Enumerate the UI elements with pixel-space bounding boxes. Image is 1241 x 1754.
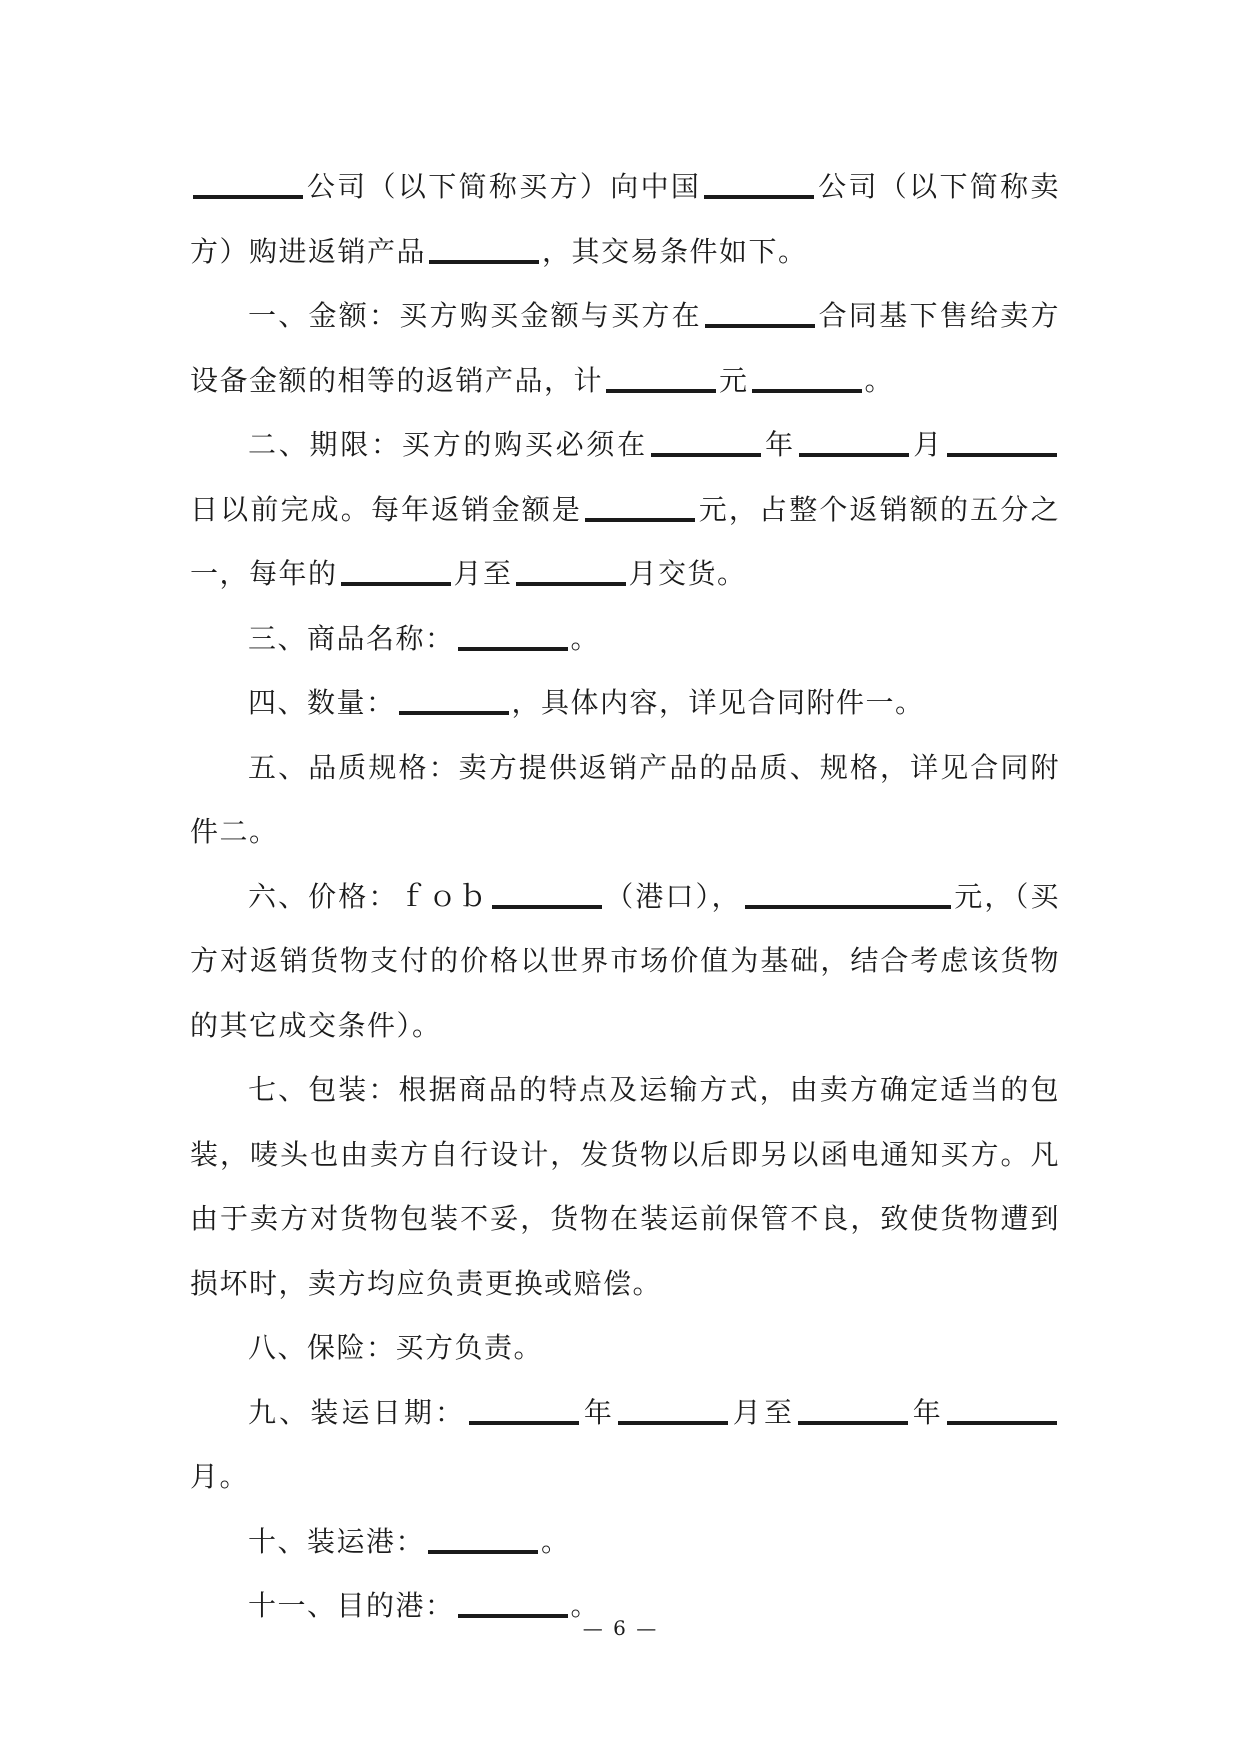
- clause-text: 年: [911, 1395, 944, 1429]
- contract-blank: [705, 324, 815, 328]
- clause-text: （港口），: [604, 879, 742, 913]
- buyer-company-blank: [193, 195, 303, 199]
- intro-text: 公司（以下简称卖方）购进返销产品: [190, 170, 1060, 268]
- annual-amount-blank: [585, 518, 695, 522]
- clause-shipment-date: [190, 1381, 1060, 1510]
- price-blank: [745, 905, 951, 909]
- clause-text: 。: [864, 363, 895, 397]
- port-blank: [492, 905, 602, 909]
- intro-text: 公司（以下简称买方）向中国: [306, 170, 702, 203]
- clause-price: [190, 865, 1060, 1059]
- day-blank: [947, 453, 1057, 457]
- clause-text: 月。: [190, 1460, 250, 1493]
- clause-text: 三、商品名称：: [248, 621, 455, 655]
- clause-text: 二、期限：买方的购买必须在: [248, 428, 648, 461]
- clause-amount: [190, 284, 1060, 413]
- start-month-blank: [618, 1421, 728, 1425]
- clause-text: 。: [541, 1524, 571, 1558]
- clause-text: ，具体内容，详见合同附件一。: [511, 686, 925, 719]
- clause-text: 合同基下售给卖方设备金额的相等的返销产品，计: [190, 299, 1060, 397]
- contract-body: [190, 155, 1060, 1639]
- seller-company-blank: [704, 195, 814, 199]
- clause-text: 五、品质规格：卖方提供返销产品的品质、规格，详见合同附件二。: [190, 750, 1060, 848]
- clause-text: 十一、目的港：: [248, 1589, 455, 1622]
- clause-quantity: [190, 671, 1060, 736]
- clause-text: 。: [570, 1589, 601, 1622]
- clause-text: 元，占整个返销额的五分之一，每年的: [190, 492, 1060, 590]
- clause-text: 七、包装：根据商品的特点及运输方式，由卖方确定适当的包装，唛头也由卖方自行设计，发货物以后即另以函电通知买方。凡由于卖方对货物包装不妥，货物在装运前保管不良，致使货物遭到损坏时，卖方均应负责更换或赔偿。: [190, 1073, 1060, 1300]
- clause-text: 日以前完成。每年返销金额是: [190, 492, 583, 526]
- clause-text: 元，（买方对返销货物支付的价格以世界市场价值为基础，结合考虑该货物的其它成交条件）。: [190, 879, 1060, 1042]
- shipment-port-blank: [428, 1550, 538, 1554]
- clause-text: 年: [582, 1395, 616, 1429]
- product-blank: [429, 260, 539, 264]
- clause-text: 年: [763, 428, 796, 461]
- clause-term: [190, 413, 1060, 607]
- month-blank: [799, 453, 909, 457]
- product-name-blank: [458, 647, 568, 651]
- clause-text: 四、数量：: [248, 686, 396, 719]
- clause-text: 八、保险：买方负责。: [248, 1331, 544, 1364]
- start-month-blank: [341, 582, 451, 586]
- clause-text: 。: [570, 621, 601, 655]
- intro-paragraph: [190, 155, 1060, 284]
- quantity-blank: [399, 711, 509, 715]
- intro-text: ，其交易条件如下。: [542, 234, 808, 268]
- page-number: — 6 —: [582, 1616, 659, 1640]
- year-blank: [651, 453, 761, 457]
- amount-words-blank: [752, 389, 862, 393]
- clause-text: 月至: [453, 557, 513, 590]
- clause-text: 六、价格：ｆｏｂ: [248, 879, 489, 913]
- clause-text: 月: [911, 428, 944, 461]
- clause-quality: [190, 736, 1060, 865]
- clause-text: 月至: [731, 1395, 796, 1429]
- end-month-blank: [947, 1421, 1057, 1425]
- clause-text: 月交货。: [628, 557, 747, 590]
- clause-text: 元: [719, 363, 749, 397]
- end-month-blank: [516, 582, 626, 586]
- clause-insurance: [190, 1316, 1060, 1381]
- clause-port-of-shipment: [190, 1510, 1060, 1575]
- clause-text: 九、装运日期：: [248, 1395, 467, 1429]
- clause-product-name: [190, 607, 1060, 672]
- amount-blank: [606, 389, 716, 393]
- start-year-blank: [469, 1421, 579, 1425]
- clause-text: 十、装运港：: [248, 1524, 426, 1558]
- clause-packing: [190, 1058, 1060, 1316]
- clause-text: 一、金额：买方购买金额与买方在: [248, 299, 702, 332]
- end-year-blank: [798, 1421, 908, 1425]
